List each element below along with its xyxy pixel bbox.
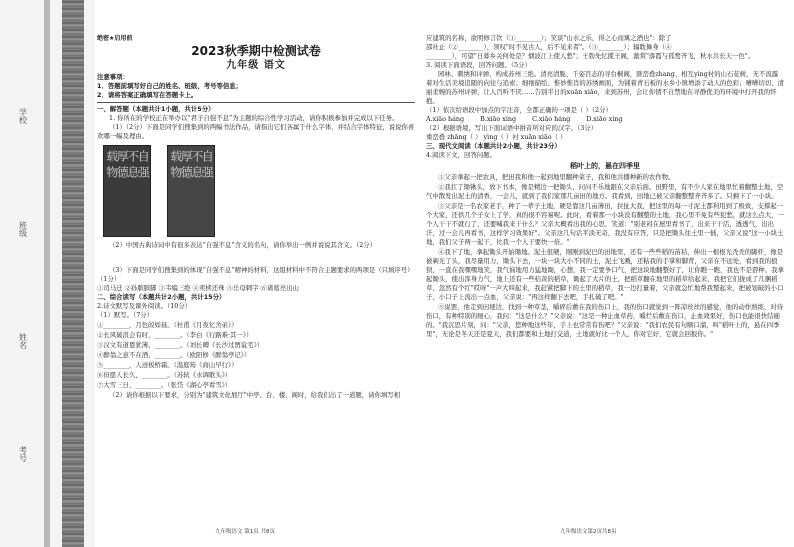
binding-label-school: 学校	[18, 108, 28, 125]
poem-line-6: ⑥但愿人长久，________。（苏轼《水调歌头》）	[97, 371, 232, 379]
question-2-2: （2）请你根据以下要求，分别为"建筑文化展厅"中亭、台、楼、阁时，给我们出了一道题，请你填写相	[109, 391, 401, 399]
option-a: A.xiāo háng	[426, 115, 465, 123]
story-paragraph-4: ④我下了地，拿起锄头开始锄地。泥土很硬，刚刚到泥巴的田地里，还有一些些稻的苗秸，伸出一根根光秃秃的脚杆，像是被剃光了头，我尽量用力，锄头下去，一块一块大小不同的土，泥土飞溅，还粘我的手掌和脚背，父亲在不远处，看到我的狼狈，一直在我嘿嘿地笑，我气恼地用力猛地锄，心想，我一定要争口气，把这块地翻整好了，让你瞧一瞧，我也不是孬种。我拿起锄头，使出浑身力气，地上还有一些桔黄的稻草，锄起了大片的土，把稻草翻在地里的稻草给起来，我把它们拢成了几捆稻草，忽然有个红"哎呀"一声大叫起来，我赶紧把脚下的土里的稻草，我一边打量着，父亲就急忙地帮我整起来，把被划破的小口子，小口子上流出一点血，父亲说："再这样翻下去吧，手扎破了吧。"	[426, 248, 784, 301]
notice-item-2: 2．请将答案正确填写在答题卡上。	[97, 91, 198, 99]
binding-line	[44, 0, 50, 547]
story-paragraph-2: ②我扛了锄锹头，放下书本，像是精边一把锄头，问问不乐地跟在父亲后面。田野里，有不少人家在地里忙着翻整土地，空气中散发出泥土的清香，一会儿，就到了我们家那几亩田的地方。我看到，田地已被父亲翻整整齐齐多了。只剩下了一小块。	[426, 183, 784, 200]
carry-line-1: 应建筑的名称，欲明修言饮（①________）；笑谈"山水之乐，得之心而寓之酒也"：除了	[426, 34, 672, 42]
story-paragraph-5: ⑤说罢，他走到田埂边，找到一种草茎，嚼碎后敷在我的伤口上，我的伤口就觉到一阵凉丝丝的感觉，他的动作熟练，对待伤口，有种特别的细心，我问："这是什么？"父亲说："这是一种止血草药，嚼烂后敷在伤口，止血效果好，伤口也能很快结痂的。"我沉思片刻，问："父亲，您种地这些年，手上也常常有伤吧？"父亲说："我们农民有句顺口溜，叫"稻叶上的，悬在四季里"，无论是冬天还是夏天，我们都要和土地打交道，土地就好比一个人，你对它好，它就会回报你。"	[426, 303, 784, 338]
question-1-2: （2）中国古典诗词中有很多表达“自强不息”含义的名句，请你举出一例并说说其含义。（2分）	[109, 241, 377, 249]
calli-1-col-4: 载物	[104, 150, 119, 182]
question-3-2: （2）根据语境，写出下面词语中拼音所对应的汉字。（3分）	[426, 124, 598, 132]
carry-line-3: ________），可望"日暮乡关何处是？烟波江上使人愁"；王勃先忆揽王阁，激赏"落霞与孤鹜齐飞，秋水共长天一色"。	[426, 52, 755, 60]
question-3-1-options	[426, 115, 784, 124]
poem-line-1: ①________，月色皎如昼。（杜甫《月夜忆舍弟》）	[97, 321, 238, 329]
question-1: 1. 你所在的学校正在举办以“君子自强不息”为主题的综合性学习活动，请你积极参加并完成以下任务。	[109, 114, 399, 122]
story-title: 稻叶上的，悬在四季里	[570, 162, 640, 170]
calli-2-col-1: 自强	[200, 150, 215, 182]
question-3-2-words: 重峦叠 zhāng（ ） yìng（ ）衬 xuān xiāo（ ）	[426, 133, 567, 141]
calli-1-col-1: 自强	[136, 150, 151, 182]
answer-space	[97, 250, 415, 266]
calli-2-col-4: 载物	[168, 150, 183, 182]
question-1-3-options: ①司马迁 ②孙膑膑脚 ③韦编三绝 ④卖椟还珠 ⑤岳母刺字 ⑥诸葛亮出山	[97, 284, 299, 292]
secret-mark: 绝密★启用前	[97, 35, 133, 42]
question-4: 4.阅读下文，回答问题。	[426, 151, 497, 159]
calli-1-col-2: 不息	[125, 150, 140, 182]
notice-heading: 注意事项：	[97, 73, 129, 81]
divider	[97, 102, 415, 103]
question-3-passage: 园林、刺绣和评弹，构成苏州三绝。清亮清脆、千姿百态的寻台桐阁，匪峦叠zhang、相互ying衬的山石花树，无不流露着对生活美境追随的向往与追索；细细描绘、惟妙惟肖的苏绣画面，为铺着青石板的水乡小镇增添了动人的色彩；嘈嘈切切、清丽柔婉的苏州评弹，让人百听不厌……告别半日的xuān xiāo，来到苏州，会让你情不自禁地在寻静优美的环境中打开我的怀抱。	[426, 70, 784, 105]
right-page	[426, 34, 784, 340]
section-1-heading: 一、解答题（本题共计1小题，共计5分）	[97, 105, 215, 113]
left-footer: 九年级语文 第1页 共8页	[215, 529, 275, 535]
option-b: B.xiāo xíng	[480, 115, 517, 123]
left-page	[97, 34, 415, 400]
story-paragraph-1: ①父亲拿起一把农具，把田我和他一起到地里翻种菜子，我和他共播种新的农作物。	[438, 173, 675, 181]
question-3-1: （1）依次给语段中加点的字注音，全都正确的一项是（ ）（2分）	[426, 106, 612, 114]
poem-line-2: ②长风破浪会有时，________。（李白《行路难·其一》）	[97, 331, 253, 339]
calligraphy-work-2	[167, 145, 215, 237]
calli-1-col-3: 厚德	[115, 150, 130, 182]
calli-2-col-2: 不息	[189, 150, 204, 182]
right-footer: 九年级语文第2页共8页	[560, 529, 617, 535]
exam-title: 2023秋季期中检测试卷	[191, 44, 321, 58]
calligraphy-images	[103, 145, 415, 237]
poem-line-3: ③汉文有道恩犹薄，________。（刘长卿《长沙过贾谊宅》）	[97, 341, 264, 349]
question-2: 2.诗文默写及课外阅读。（10分）	[97, 302, 192, 310]
notice-item-1: 1．答题前填写好自己的姓名、班级、考号等信息；	[97, 82, 243, 90]
poem-line-7: ⑦大雪三日，________。（张岱《湖心亭看雪》）	[97, 381, 232, 389]
question-2-1: （1）默写。（7分）	[97, 311, 154, 319]
binding-label-name: 姓名	[18, 333, 28, 350]
question-3: 3. 阅读下面语段，回答问题。（5分）	[426, 61, 531, 69]
binding-label-id: 考号	[18, 445, 28, 462]
option-d: D.xiāo xíng	[586, 115, 623, 123]
poem-line-5: ⑤________，人迹板桥霜。（温庭筠《商山早行》）	[97, 361, 238, 369]
binding-strip	[62, 0, 84, 547]
question-1-1: （1）（2分）下面是同学们搜集到的两幅书法作品，请指出它们各属于什么字体，并结合字体特征，说说你喜欢哪一幅及理由。	[97, 123, 415, 140]
question-1-3: （3）下面是同学们搜集到的体现“自强不息”精神的材料，这组材料中不符合主题要求的两项是（只填序号）（1分）	[97, 266, 414, 283]
calli-2-col-3: 厚德	[179, 150, 194, 182]
carry-line-2: 邵社止（②________），领叹"时不见古人，后不见来者"。（③________）；辐耽舞身（④	[426, 43, 672, 51]
poem-line-4: ④醉翁之意不在酒，________。（欧阳修《醉翁亭记》）	[97, 351, 251, 359]
section-3-heading: 三、现代文阅读（本题共计2小题，共计23分）	[426, 142, 561, 150]
section-2-heading: 二、综合读写（本题共计2小题，共计15分）	[97, 293, 226, 301]
binding-margin	[0, 0, 95, 547]
exam-subtitle: 九年级 语文	[226, 60, 286, 71]
story-paragraph-3: ③父亲是一名农家老手，种了一辈子土地，硬是靠这几亩薄田，拉扯大我，把这里的每一寸泥土都利用到了极致，支撑起一个大家，还供几个子女上了学，真的很不容易呢。此时，看着那一小块没有翻整的土地，我心里不免有些犯愁，就这么点大，一个人干干不就行了，还要喊我来干什么？父亲大概看出我的心思，笑道："别老闷在屋里看书了，出来干干活，透透气，出出汗，过一会儿再看书，这样学习效果好"。父亲这几句话平淡无奇，我没有应答，只是把锄头往土里一插，父亲又说"这一小块土地，我们父子两一起干，比我一个人干要快一倍。"	[426, 202, 784, 246]
binding-labels	[8, 60, 38, 510]
calligraphy-work-1	[103, 145, 151, 237]
binding-label-class: 班级	[18, 220, 28, 237]
option-c: C.xiāo háng	[532, 115, 571, 123]
